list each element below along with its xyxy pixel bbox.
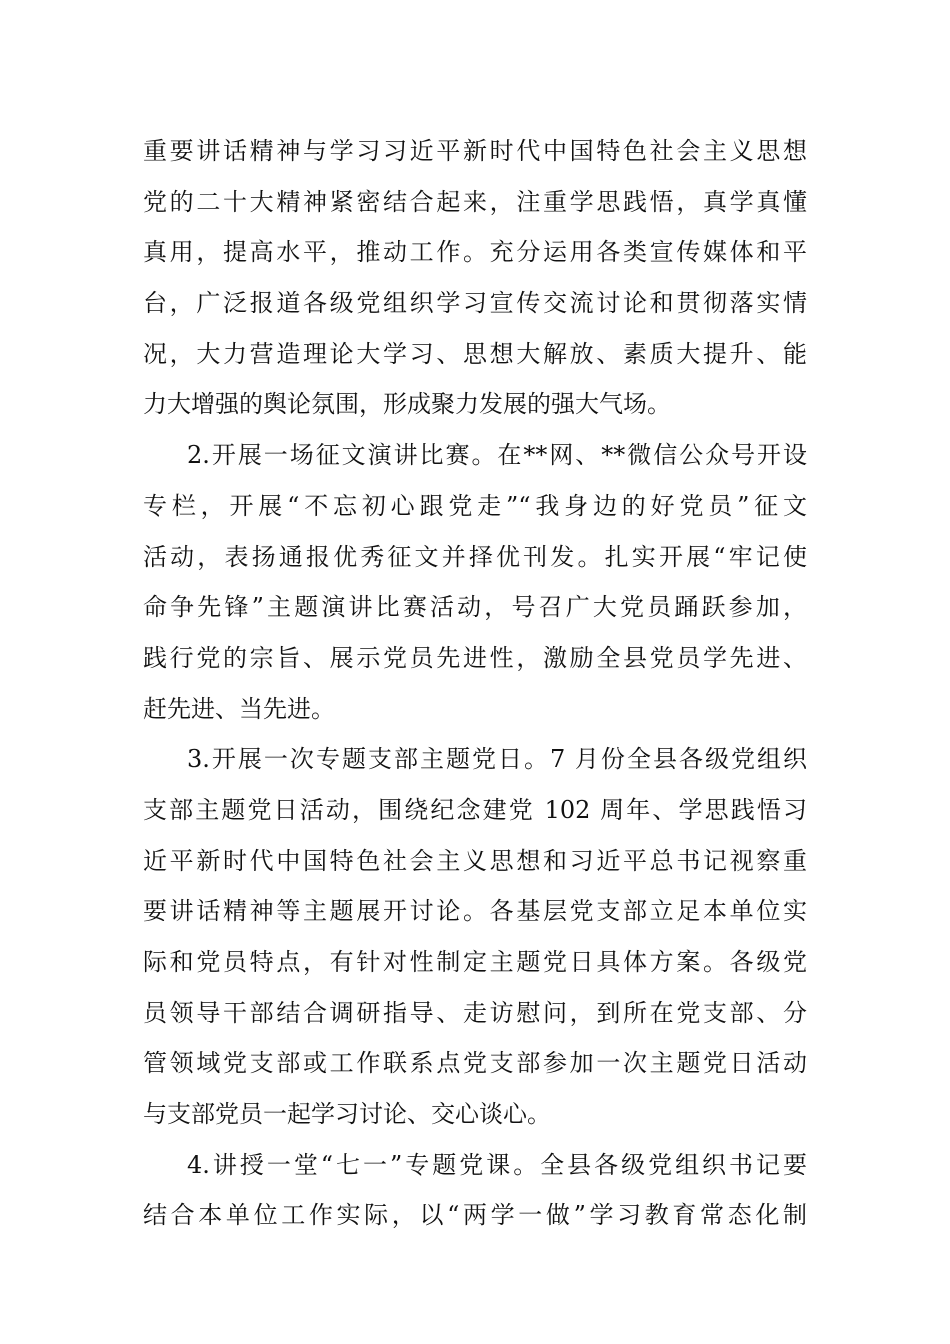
text-line: 力大增强的舆论氛围，形成聚力发展的强大气场。 xyxy=(143,390,671,419)
text-line: 要讲话精神等主题展开讨论。各基层党支部立足本单位实 xyxy=(143,897,807,926)
text-line: 践行党的宗旨、展示党员先进性，激励全县党员学先进、 xyxy=(143,643,807,672)
text-line: 员领导干部结合调研指导、走访慰问，到所在党支部、分 xyxy=(143,998,807,1027)
paragraph-essay-speech-contest xyxy=(143,430,807,734)
text-line: 2.开展一场征文演讲比赛。在**网、**微信公众号开设 xyxy=(187,441,807,470)
text-line: 管领域党支部或工作联系点党支部参加一次主题党日活动 xyxy=(143,1049,807,1078)
text-line: 活动，表扬通报优秀征文并择优刊发。扎实开展“牢记使 xyxy=(143,542,807,571)
text-line: 真用，提高水平，推动工作。充分运用各类宣传媒体和平 xyxy=(143,238,807,267)
document-body xyxy=(143,126,807,1241)
text-line: 台，广泛报道各级党组织学习宣传交流讨论和贯彻落实情 xyxy=(143,289,807,318)
text-line: 党的二十大精神紧密结合起来，注重学思践悟，真学真懂 xyxy=(143,187,807,216)
text-line: 与支部党员一起学习讨论、交心谈心。 xyxy=(143,1100,551,1129)
paragraph-party-lecture xyxy=(143,1140,807,1241)
text-line: 近平新时代中国特色社会主义思想和习近平总书记视察重 xyxy=(143,846,807,875)
text-line: 命争先锋”主题演讲比赛活动，号召广大党员踊跃参加， xyxy=(143,593,807,622)
paragraph-party-day xyxy=(143,734,807,1140)
text-line: 4.讲授一堂“七一”专题党课。全县各级党组织书记要 xyxy=(187,1150,807,1179)
text-line: 况，大力营造理论大学习、思想大解放、素质大提升、能 xyxy=(143,339,807,368)
paragraph-continuation xyxy=(143,126,807,430)
text-line: 专栏，开展“不忘初心跟党走”“我身边的好党员”征文 xyxy=(143,491,807,520)
text-line: 结合本单位工作实际，以“两学一做”学习教育常态化制 xyxy=(143,1201,807,1230)
text-line: 际和党员特点，有针对性制定主题党日具体方案。各级党 xyxy=(143,948,807,976)
text-line: 3.开展一次专题支部主题党日。7 月份全县各级党组织 xyxy=(187,745,807,774)
text-line: 支部主题党日活动，围绕纪念建党 102 周年、学思践悟习 xyxy=(143,795,807,824)
text-line: 重要讲话精神与学习习近平新时代中国特色社会主义思想 xyxy=(143,137,807,165)
text-line: 赶先进、当先进。 xyxy=(143,694,335,723)
